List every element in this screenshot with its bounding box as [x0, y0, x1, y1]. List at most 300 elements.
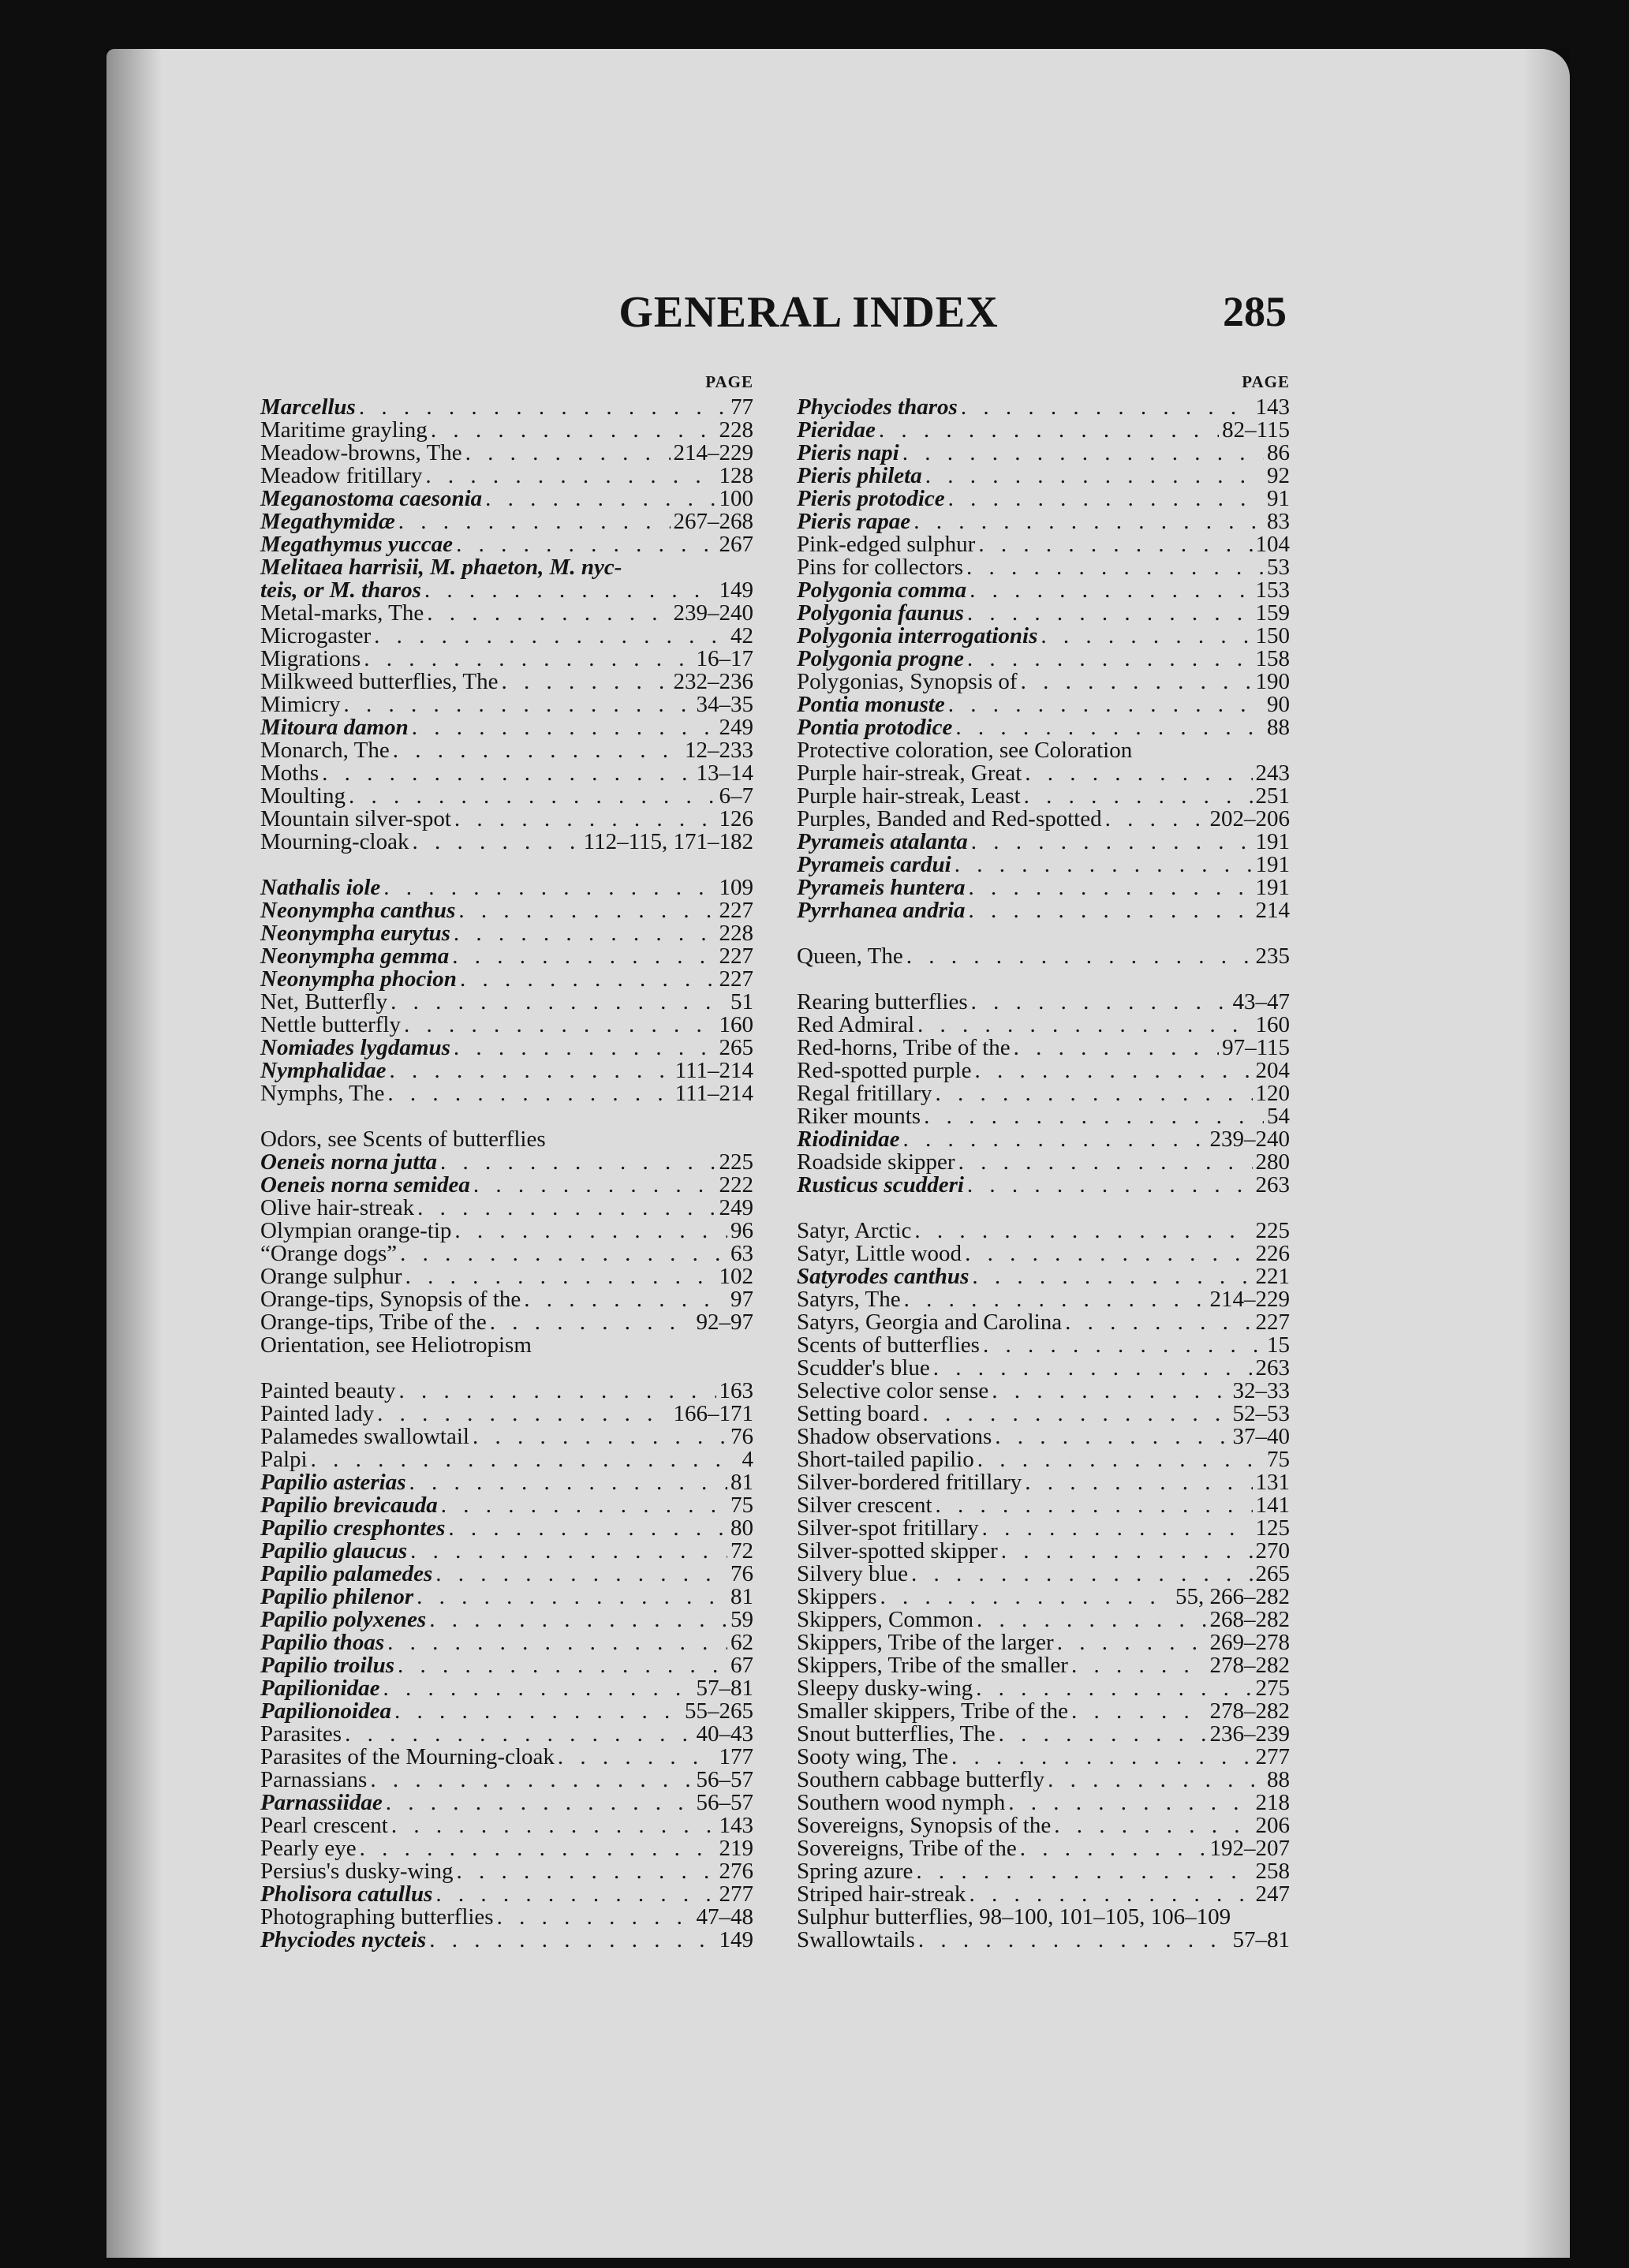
index-entry [797, 396, 1290, 419]
index-entry-pages: 267 [719, 532, 753, 557]
index-entry-term: Papilio troilus [260, 1653, 395, 1678]
index-entry-pages: 160 [1255, 1012, 1290, 1037]
dot-leader [967, 648, 1253, 671]
index-entry-term: Snout butterflies, The [797, 1721, 996, 1747]
index-entry-pages: 15 [1267, 1332, 1290, 1358]
index-entry [797, 739, 1290, 762]
index-entry [260, 1425, 753, 1448]
dot-leader [417, 1197, 715, 1220]
index-entry-pages: 34–35 [696, 692, 753, 717]
dot-leader [1024, 785, 1253, 808]
index-entry-pages: 77 [730, 394, 753, 420]
dot-leader [448, 1517, 727, 1540]
index-entry-pages: 90 [1267, 692, 1290, 717]
index-entry-pages: 63 [730, 1241, 753, 1266]
index-entry [260, 1860, 753, 1883]
index-entry-pages: 80 [730, 1515, 753, 1541]
index-entry [797, 1014, 1290, 1037]
index-entry-term: Olive hair-streak [260, 1195, 415, 1220]
index-entry [797, 648, 1290, 671]
dot-leader [1071, 1654, 1207, 1677]
index-entry [797, 876, 1290, 899]
index-entry-pages: 243 [1255, 760, 1290, 786]
dot-leader [374, 625, 727, 648]
dot-leader [1001, 1540, 1253, 1563]
dot-leader [978, 533, 1252, 556]
index-entry-term: Papilio asterias [260, 1470, 406, 1495]
dot-leader [995, 1425, 1229, 1448]
index-entry-term: Moulting [260, 783, 346, 809]
index-entry-pages: 100 [719, 486, 753, 511]
index-entry [797, 1746, 1290, 1769]
index-entry-pages: 126 [719, 806, 753, 831]
index-entry-pages: 55–265 [685, 1698, 753, 1724]
index-entry-pages: 222 [719, 1172, 753, 1198]
index-entry-term: Pieris rapae [797, 509, 911, 534]
index-entry-pages: 97–115 [1222, 1035, 1290, 1060]
index-entry [260, 1700, 753, 1723]
index-entry-pages: 204 [1255, 1058, 1290, 1083]
index-entry-pages: 275 [1255, 1676, 1290, 1701]
index-entry-term: Pontia protodice [797, 715, 953, 740]
index-entry [260, 1403, 753, 1425]
dot-leader [409, 1471, 727, 1494]
dot-leader [454, 808, 716, 831]
index-entry [797, 693, 1290, 716]
index-entry-pages: 111–214 [674, 1058, 753, 1083]
index-entry-pages: 52–53 [1232, 1401, 1290, 1426]
index-entry [797, 1059, 1290, 1082]
dot-leader [490, 1311, 693, 1334]
index-entry-term: Maritime grayling [260, 417, 428, 443]
index-entry-pages: 269–278 [1209, 1630, 1290, 1655]
page-column-label: PAGE [705, 372, 753, 391]
dot-leader [429, 1609, 727, 1631]
index-entry [260, 1654, 753, 1677]
index-entry [260, 1792, 753, 1814]
dot-leader [412, 716, 716, 739]
index-entry-pages: 96 [730, 1218, 753, 1243]
index-entry [797, 716, 1290, 739]
index-entry [797, 488, 1290, 510]
index-entry-term: Purples, Banded and Red-spotted [797, 806, 1102, 831]
index-entry-pages: 4 [742, 1447, 753, 1472]
index-entry-term: Riodinidae [797, 1127, 900, 1152]
index-entry-term: Regal fritillary [797, 1081, 932, 1106]
dot-leader [473, 1174, 716, 1197]
index-entry [797, 1174, 1290, 1197]
index-entry-pages: 120 [1255, 1081, 1290, 1106]
index-entry-term: Neonympha gemma [260, 943, 450, 969]
index-entry-pages: 55, 266–282 [1175, 1584, 1290, 1609]
index-entry-pages: 258 [1255, 1859, 1290, 1884]
index-entry-pages: 57–81 [1232, 1927, 1290, 1952]
index-entry-term: Queen, The [797, 943, 903, 969]
dot-leader [1071, 1700, 1207, 1723]
index-entry [260, 442, 753, 465]
index-entry-pages: 54 [1267, 1104, 1290, 1129]
index-entry-pages: 102 [719, 1264, 753, 1289]
index-entry [260, 876, 753, 899]
index-entry [797, 1837, 1290, 1860]
index-entry [797, 1723, 1290, 1746]
index-entry-term: Polygonia comma [797, 577, 967, 603]
index-entry-pages: 67 [730, 1653, 753, 1678]
index-entry [260, 991, 753, 1014]
index-entry [797, 1403, 1290, 1425]
index-entry [797, 419, 1290, 442]
dot-leader [925, 465, 1264, 488]
index-entry [260, 1883, 753, 1906]
dot-leader [431, 419, 716, 442]
index-entry [260, 1220, 753, 1242]
index-entry [260, 1677, 753, 1700]
index-entry [797, 1357, 1290, 1380]
index-entry [260, 899, 753, 922]
index-entry-pages: 88 [1267, 715, 1290, 740]
index-entry [260, 762, 753, 785]
index-entry-term: Papilio philenor [260, 1584, 414, 1609]
index-entry [260, 1631, 753, 1654]
index-entry [797, 1380, 1290, 1403]
index-entry [797, 1654, 1290, 1677]
dot-leader [969, 1883, 1252, 1906]
index-entry [260, 1517, 753, 1540]
index-entry-term: Satyr, Arctic [797, 1218, 912, 1243]
index-entry [797, 442, 1290, 465]
index-entry [260, 579, 753, 602]
index-entry-pages: 42 [730, 623, 753, 648]
dot-leader [456, 533, 715, 556]
index-entry-pages: 150 [1255, 623, 1290, 648]
index-entry-term: Palpi [260, 1447, 308, 1472]
index-entry-pages: 249 [719, 1195, 753, 1220]
index-entry-pages: 159 [1255, 600, 1290, 626]
index-entry [260, 831, 753, 854]
index-entry-pages: 104 [1255, 532, 1290, 557]
index-entry-term: Metal-marks, The [260, 600, 424, 626]
index-entry-term: Scudder's blue [797, 1355, 930, 1381]
index-entry-pages: 226 [1255, 1241, 1290, 1266]
index-entry [797, 1563, 1290, 1586]
dot-leader [971, 831, 1253, 854]
index-entry [260, 1609, 753, 1631]
index-entry-pages: 278–282 [1209, 1698, 1290, 1724]
index-entry-term: Photographing butterflies [260, 1904, 494, 1930]
index-entries-right [797, 396, 1290, 1952]
index-entry [260, 510, 753, 533]
index-entry-pages: 16–17 [696, 646, 753, 671]
index-entry [797, 831, 1290, 854]
dot-leader [906, 945, 1253, 968]
index-entry [797, 1082, 1290, 1105]
index-entry [797, 1311, 1290, 1334]
dot-leader [398, 1654, 727, 1677]
dot-leader [958, 1151, 1253, 1174]
dot-leader [435, 1563, 727, 1586]
index-entry-pages: 112–115, 171–182 [583, 829, 753, 854]
index-entry-term: Microgaster [260, 623, 372, 648]
index-entry-pages: 81 [730, 1584, 753, 1609]
dot-leader [971, 991, 1230, 1014]
index-entry-term: Papilio thoas [260, 1630, 385, 1655]
index-entry [260, 1037, 753, 1059]
index-entry [797, 1631, 1290, 1654]
index-entry-pages: 232–236 [673, 669, 753, 694]
index-entry-term: Marcellus [260, 394, 356, 420]
index-entry-pages: 227 [719, 943, 753, 969]
index-entry-pages: 251 [1255, 783, 1290, 809]
index-entry-pages: 32–33 [1232, 1378, 1290, 1403]
index-entry-term: Silver crescent [797, 1493, 932, 1518]
dot-leader [452, 945, 715, 968]
dot-leader [360, 1837, 716, 1860]
index-entry-term: Red-horns, Tribe of the [797, 1035, 1011, 1060]
index-entry [260, 1929, 753, 1952]
index-entry-pages: 163 [719, 1378, 753, 1403]
index-entry-pages: 278–282 [1209, 1653, 1290, 1678]
index-entry-pages: 192–207 [1209, 1836, 1290, 1861]
index-entry [797, 854, 1290, 876]
index-entry-term: Neonympha eurytus [260, 921, 450, 946]
dot-leader [917, 1014, 1252, 1037]
index-entry-term: Satyrs, Georgia and Carolina [797, 1310, 1063, 1335]
index-entry-pages: 59 [730, 1607, 753, 1632]
index-entry [260, 1197, 753, 1220]
index-entry-pages: 225 [1255, 1218, 1290, 1243]
dot-leader [903, 1128, 1207, 1151]
index-entry [260, 1814, 753, 1837]
index-entry [260, 671, 753, 693]
dot-leader [955, 854, 1253, 876]
index-entry-pages: 202–206 [1209, 806, 1290, 831]
dot-leader [967, 1174, 1253, 1197]
index-entry-pages: 191 [1255, 852, 1290, 877]
index-entry [260, 1837, 753, 1860]
index-entry [797, 1334, 1290, 1357]
index-entry-term: Skippers [797, 1584, 877, 1609]
index-entry-pages: 236–239 [1209, 1721, 1290, 1747]
dot-leader [936, 1082, 1253, 1105]
dot-leader [1054, 1814, 1252, 1837]
dot-leader [972, 1265, 1252, 1288]
dot-leader [999, 1723, 1207, 1746]
index-entry-term: Purple hair-streak, Least [797, 783, 1021, 809]
dot-leader [458, 899, 715, 922]
index-entry-term: Southern cabbage butterfly [797, 1767, 1045, 1792]
dot-leader [370, 1769, 693, 1792]
dot-leader [922, 1403, 1229, 1425]
index-entry-term: Skippers, Tribe of the larger [797, 1630, 1054, 1655]
index-entry-term: Skippers, Common [797, 1607, 973, 1632]
index-entry-term: Striped hair-streak [797, 1881, 966, 1907]
dot-leader [404, 1014, 716, 1037]
index-entry-term: Satyrs, The [797, 1287, 901, 1312]
index-entry-term: Pins for collectors [797, 555, 964, 580]
index-entry-term: Parnassiidae [260, 1790, 383, 1815]
index-entry-pages: 53 [1267, 555, 1290, 580]
page-column-label: PAGE [1242, 372, 1290, 391]
index-entry-term: Rearing butterflies [797, 989, 968, 1014]
index-entry [797, 1425, 1290, 1448]
index-entry [797, 1586, 1290, 1609]
index-entry-pages: 91 [1267, 486, 1290, 511]
dot-leader [387, 1082, 671, 1105]
index-entry-pages: 72 [730, 1538, 753, 1564]
index-entry [797, 1814, 1290, 1837]
index-entry-term: Silver-spotted skipper [797, 1538, 998, 1564]
dot-leader [460, 968, 716, 991]
index-entry-term: Polygonia faunus [797, 600, 964, 626]
index-entry [260, 1563, 753, 1586]
index-entry-term: Pyrameis cardui [797, 852, 951, 877]
index-entry [260, 785, 753, 808]
index-entry [260, 1242, 753, 1265]
index-entry [797, 579, 1290, 602]
dot-leader [390, 1059, 672, 1082]
index-entry [260, 1723, 753, 1746]
index-entry [260, 1311, 753, 1334]
index-entry [260, 1769, 753, 1792]
index-entry [797, 1883, 1290, 1906]
index-entry-term: Setting board [797, 1401, 920, 1426]
index-entry-term: Orange-tips, Tribe of the [260, 1310, 487, 1335]
index-entry-term: Pieris napi [797, 440, 899, 465]
index-entry [260, 533, 753, 556]
index-entry-term: Mimicry [260, 692, 341, 717]
dot-leader [969, 876, 1253, 899]
index-entry-pages: 268–282 [1209, 1607, 1290, 1632]
index-entry-term: Short-tailed papilio [797, 1447, 974, 1472]
dot-leader [457, 1860, 716, 1883]
index-entry-term: Protective coloration, see Coloration [797, 738, 1133, 763]
index-entry-pages: 86 [1267, 440, 1290, 465]
index-entry-pages: 225 [719, 1149, 753, 1175]
index-entry-term: Mitoura damon [260, 715, 409, 740]
index-entry-pages: 206 [1255, 1813, 1290, 1838]
index-entry-term: Nomiades lygdamus [260, 1035, 450, 1060]
index-entry-term: Pholisora catullus [260, 1881, 433, 1907]
dot-leader [410, 1540, 727, 1563]
index-entry [797, 1769, 1290, 1792]
dot-leader [349, 785, 716, 808]
index-entry-pages: 97 [730, 1287, 753, 1312]
index-entry-pages: 227 [719, 966, 753, 992]
index-entry [797, 1517, 1290, 1540]
index-entry-pages: 249 [719, 715, 753, 740]
dot-leader [1008, 1792, 1252, 1814]
index-entry-pages: 6–7 [719, 783, 753, 809]
dot-leader [473, 1425, 727, 1448]
index-entry-term: Moths [260, 760, 319, 786]
dot-leader [914, 510, 1264, 533]
index-entry-term: Nymphalidae [260, 1058, 387, 1083]
dot-leader [961, 396, 1253, 419]
index-entry [797, 533, 1290, 556]
dot-leader [377, 1403, 670, 1425]
index-entry [797, 1906, 1290, 1929]
index-entry-pages: 191 [1255, 829, 1290, 854]
index-entry [260, 648, 753, 671]
index-entry-term: Polygonias, Synopsis of [797, 669, 1018, 694]
index-entry-term: Southern wood nymph [797, 1790, 1006, 1815]
index-entry [797, 1128, 1290, 1151]
dot-leader [345, 1723, 693, 1746]
index-entry-pages: 131 [1255, 1470, 1290, 1495]
index-entry [797, 1860, 1290, 1883]
index-entry [260, 1151, 753, 1174]
dot-leader [364, 648, 693, 671]
index-entry-term: Megathymus yuccae [260, 532, 454, 557]
index-entry-term: Pyrrhanea andria [797, 898, 966, 923]
index-entry-pages: 109 [719, 875, 753, 900]
index-entry [260, 739, 753, 762]
index-entry [260, 808, 753, 831]
index-entry-pages: 40–43 [696, 1721, 753, 1747]
index-entry [797, 762, 1290, 785]
index-entry [260, 1906, 753, 1929]
index-entry-pages: 76 [730, 1561, 753, 1586]
dot-leader [391, 1814, 716, 1837]
dot-leader [435, 1883, 715, 1906]
dot-leader [322, 762, 693, 785]
index-entry-term: Palamedes swallowtail [260, 1424, 469, 1449]
dot-leader [390, 991, 727, 1014]
index-entry [797, 625, 1290, 648]
index-entry-pages: 219 [719, 1836, 753, 1861]
index-entry-term: Rusticus scudderi [797, 1172, 964, 1198]
dot-leader [501, 671, 670, 693]
index-entry-pages: 149 [719, 1927, 753, 1952]
index-entry-term: Orientation, see Heliotropism [260, 1332, 532, 1358]
index-entry [260, 1082, 753, 1105]
index-entry [797, 556, 1290, 579]
dot-leader [524, 1288, 727, 1311]
index-entry-term: Sovereigns, Synopsis of the [797, 1813, 1052, 1838]
dot-leader [429, 1929, 715, 1952]
index-entry-term: Parasites of the Mourning-cloak [260, 1744, 555, 1769]
index-entry-pages: 56–57 [696, 1767, 753, 1792]
index-entry-pages: 263 [1255, 1355, 1290, 1381]
index-entry-pages: 265 [1255, 1561, 1290, 1586]
index-entry-term: Megathymidæ [260, 509, 395, 534]
dot-leader [386, 1792, 693, 1814]
index-entry-term: Satyr, Little wood [797, 1241, 962, 1266]
dot-leader [405, 1265, 716, 1288]
index-entry [260, 1494, 753, 1517]
index-entry-term: Pearly eye [260, 1836, 357, 1861]
index-entry [797, 671, 1290, 693]
index-entry-pages: 158 [1255, 646, 1290, 671]
index-entry-pages: 214–229 [673, 440, 753, 465]
dot-leader [398, 510, 671, 533]
index-entry-pages: 265 [719, 1035, 753, 1060]
index-entry-pages: 218 [1255, 1790, 1290, 1815]
index-entry-pages: 47–48 [696, 1904, 753, 1930]
dot-leader [311, 1448, 739, 1471]
dot-leader [454, 1037, 716, 1059]
index-entry-term: Phyciodes nycteis [260, 1927, 427, 1952]
index-entry [797, 1792, 1290, 1814]
dot-leader [1057, 1631, 1207, 1654]
index-entry-term: Papilio glaucus [260, 1538, 408, 1564]
index-entry-term: Melitaea harrisii, M. phaeton, M. nyc- [260, 555, 622, 580]
index-entry-term: Persius's dusky-wing [260, 1859, 454, 1884]
index-entry-pages: 247 [1255, 1881, 1290, 1907]
dot-leader [1025, 1471, 1252, 1494]
index-entry [797, 945, 1290, 968]
index-entry-term: Satyrodes canthus [797, 1264, 970, 1289]
